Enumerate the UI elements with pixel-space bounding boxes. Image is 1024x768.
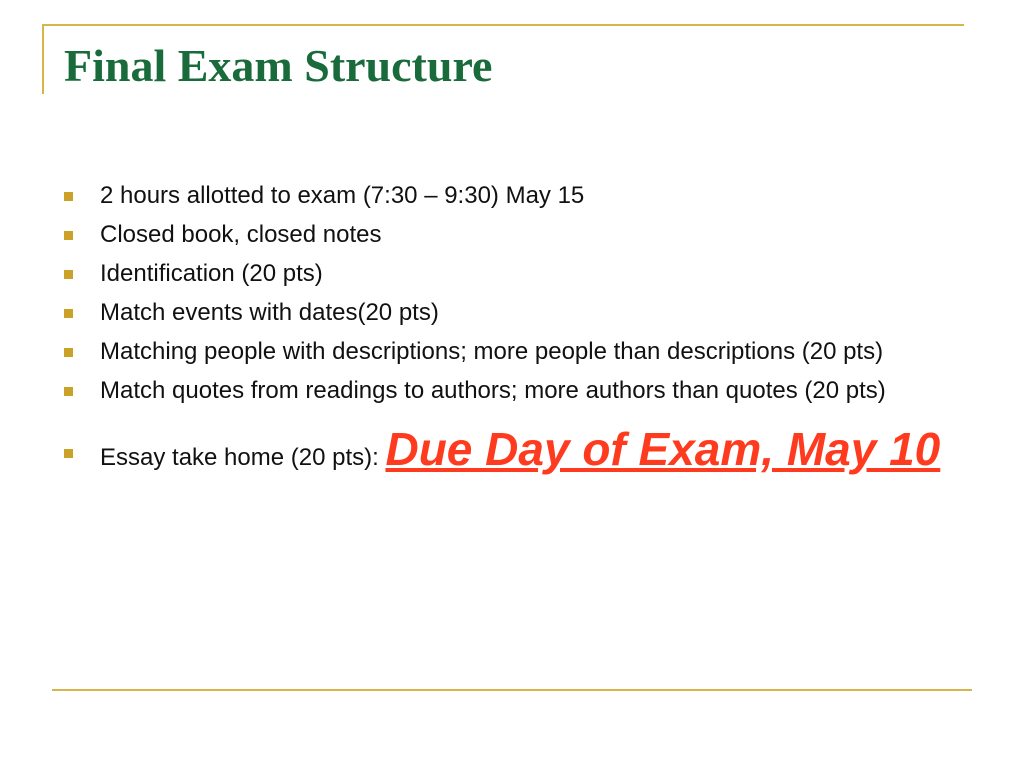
bullet-item-identification	[62, 258, 962, 290]
bullet-text: Match quotes from readings to authors; more authors than quotes (20 pts)	[100, 377, 886, 404]
bullet-text: Match events with dates(20 pts)	[100, 299, 439, 326]
bottom-rule	[52, 689, 972, 691]
bullet-text: Closed book, closed notes	[100, 221, 382, 248]
slide-title: Final Exam Structure	[64, 40, 493, 91]
bullet-item-match-people	[62, 336, 962, 368]
bullet-item-closed-book	[62, 219, 962, 251]
bullet-item-essay	[62, 421, 962, 488]
top-rule	[42, 24, 964, 26]
bullet-list	[62, 180, 962, 495]
essay-due-highlight: Due Day of Exam, May 10	[385, 423, 941, 475]
left-rule	[42, 24, 44, 94]
square-bullet-icon	[64, 348, 73, 357]
square-bullet-icon	[64, 270, 73, 279]
bullet-text: Identification (20 pts)	[100, 260, 323, 287]
square-bullet-icon	[64, 449, 73, 458]
bullet-item-exam-time	[62, 180, 962, 212]
square-bullet-icon	[64, 231, 73, 240]
square-bullet-icon	[64, 192, 73, 201]
bullet-item-match-events	[62, 297, 962, 329]
square-bullet-icon	[64, 387, 73, 396]
bullet-text: 2 hours allotted to exam (7:30 – 9:30) May 15	[100, 182, 585, 209]
bullet-item-match-quotes	[62, 375, 962, 407]
bullet-text: Matching people with descriptions; more people than descriptions (20 pts)	[100, 338, 884, 365]
square-bullet-icon	[64, 309, 73, 318]
essay-text: Essay take home (20 pts):	[100, 444, 386, 471]
